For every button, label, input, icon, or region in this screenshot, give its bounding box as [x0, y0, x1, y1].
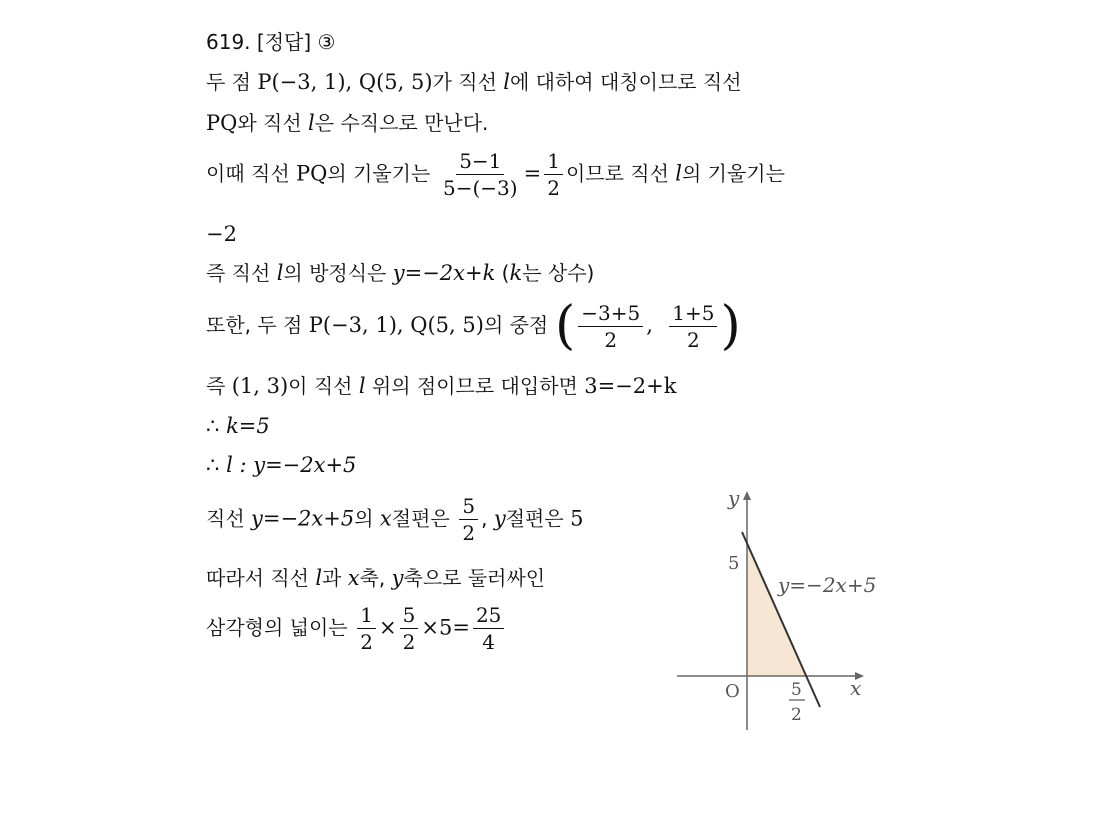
fraction-denominator: 4: [482, 630, 496, 654]
fraction-numerator: 5: [459, 495, 478, 520]
area-result-fraction: [473, 604, 504, 653]
math-l: l: [276, 261, 284, 285]
solution-line-10: [206, 495, 583, 544]
fraction-numerator: 5−1: [456, 150, 504, 175]
math-slope: −2: [206, 222, 237, 246]
text: 이때 직선: [206, 161, 296, 186]
solution-line-9: [206, 455, 356, 476]
math-x: x: [379, 506, 392, 531]
fraction-numerator: 25: [473, 604, 504, 629]
text: 과: [322, 566, 348, 590]
right-paren: ): [720, 296, 741, 356]
fraction-denominator: 2: [402, 630, 416, 654]
text: 이므로 직선: [565, 161, 676, 186]
math-l: l: [675, 161, 682, 186]
text: 의: [354, 506, 380, 531]
answer-tag: [정답]: [256, 30, 312, 54]
x-intercept-denominator: 2: [791, 705, 802, 725]
y-intercept-label: 5: [728, 553, 740, 574]
fraction-denominator: 2: [604, 327, 618, 352]
origin-label: O: [725, 681, 740, 702]
fraction-denominator: 2: [360, 630, 374, 654]
coordinate-graph: [672, 485, 912, 735]
area-fraction-half: [357, 604, 376, 653]
text: 절편은: [505, 506, 571, 531]
text: 따라서 직선: [206, 566, 316, 590]
midpoint-y-fraction: [669, 302, 717, 351]
solution-line-5: [206, 263, 594, 284]
solution-line-2: [206, 113, 488, 134]
x-axis-label: x: [850, 676, 862, 700]
solution-line-6: [206, 296, 741, 356]
text: 의 방정식은: [283, 261, 393, 285]
text: ,: [481, 506, 494, 531]
comma: ,: [646, 313, 653, 337]
math-pq: PQ: [206, 111, 238, 135]
problem-number: 619.: [206, 30, 251, 54]
therefore-symbol: ∴: [206, 414, 220, 438]
math-y: y: [391, 566, 404, 590]
solution-line-4: [206, 224, 237, 245]
text: 의 기울기는: [327, 161, 431, 186]
fraction-numerator: −3+5: [578, 302, 643, 327]
solution-line-11: [206, 568, 545, 589]
math-equation: y=−2x+5: [251, 506, 355, 531]
fraction-denominator: 2: [462, 521, 476, 545]
fraction-denominator: 5−(−3): [443, 176, 518, 200]
midpoint-x-fraction: [578, 302, 643, 351]
math-l: l: [503, 70, 510, 94]
text: 는 상수): [522, 261, 595, 285]
math-k: k: [509, 261, 523, 285]
solution-line-1: [206, 72, 742, 93]
fraction-numerator: 1: [357, 604, 376, 629]
text: 의 중점: [483, 313, 549, 337]
answer-symbol: ③: [317, 30, 336, 54]
area-fraction-base: [400, 604, 419, 653]
text: (: [495, 261, 510, 285]
text: 직선: [206, 506, 251, 531]
solution-line-12: [206, 604, 507, 653]
fraction-numerator: 5: [400, 604, 419, 629]
text: 즉: [206, 374, 232, 398]
text: 두 점: [206, 70, 258, 94]
x-intercept-numerator: 5: [791, 680, 802, 700]
math-x: x: [347, 566, 360, 590]
math-pq: PQ: [296, 161, 328, 186]
solution-line-3: [206, 150, 785, 199]
text: 은 수직으로 만난다.: [314, 111, 489, 135]
header-line: [206, 32, 335, 52]
math-l: l: [315, 566, 323, 590]
text: 삼각형의 넓이는: [206, 615, 348, 640]
solution-line-7: [206, 376, 676, 397]
text: 축,: [359, 566, 392, 590]
text: 축으로 둘러싸인: [403, 566, 546, 590]
text: 즉 직선: [206, 261, 277, 285]
line-equation-label: y=−2x+5: [778, 573, 877, 597]
math-y: y: [493, 506, 506, 531]
text: 의 기울기는: [681, 161, 785, 186]
text: 또한, 두 점: [206, 313, 309, 337]
equals: =: [523, 161, 542, 186]
y-axis-label: y: [728, 486, 740, 510]
fraction-numerator: 1+5: [669, 302, 717, 327]
math-y-intercept: 5: [570, 506, 584, 531]
solution-line-8: [206, 416, 270, 437]
text: 위의 점이므로 대입하면: [365, 374, 585, 398]
fraction-denominator: 2: [687, 327, 700, 352]
math-points: P(−3, 1), Q(5, 5): [308, 313, 484, 337]
math-product: ×5=: [421, 615, 470, 640]
text: 가 직선: [432, 70, 504, 94]
times-symbol: ×: [379, 615, 397, 640]
left-paren: (: [554, 296, 576, 356]
y-axis-arrow: [743, 491, 751, 500]
text: 절편은: [391, 506, 450, 531]
fraction-numerator: 1: [544, 150, 563, 175]
slope-result-fraction: [544, 150, 563, 199]
math-equation: y=−2x+k: [392, 261, 496, 285]
therefore-symbol: ∴: [206, 453, 220, 477]
math-l: l: [358, 374, 366, 398]
x-intercept-fraction: [459, 495, 478, 544]
fraction-denominator: 2: [547, 176, 560, 200]
math-result: k=5: [226, 414, 270, 438]
math-substitution: 3=−2+k: [584, 374, 677, 398]
math-l: l: [308, 111, 315, 135]
math-point: (1, 3): [231, 374, 289, 398]
slope-fraction: [440, 150, 521, 199]
math-line-equation: l : y=−2x+5: [226, 453, 357, 477]
text: 이 직선: [288, 374, 359, 398]
text: 와 직선: [237, 111, 309, 135]
math-points: P(−3, 1), Q(5, 5): [257, 70, 433, 94]
text: 에 대하여 대칭이므로 직선: [509, 70, 742, 94]
